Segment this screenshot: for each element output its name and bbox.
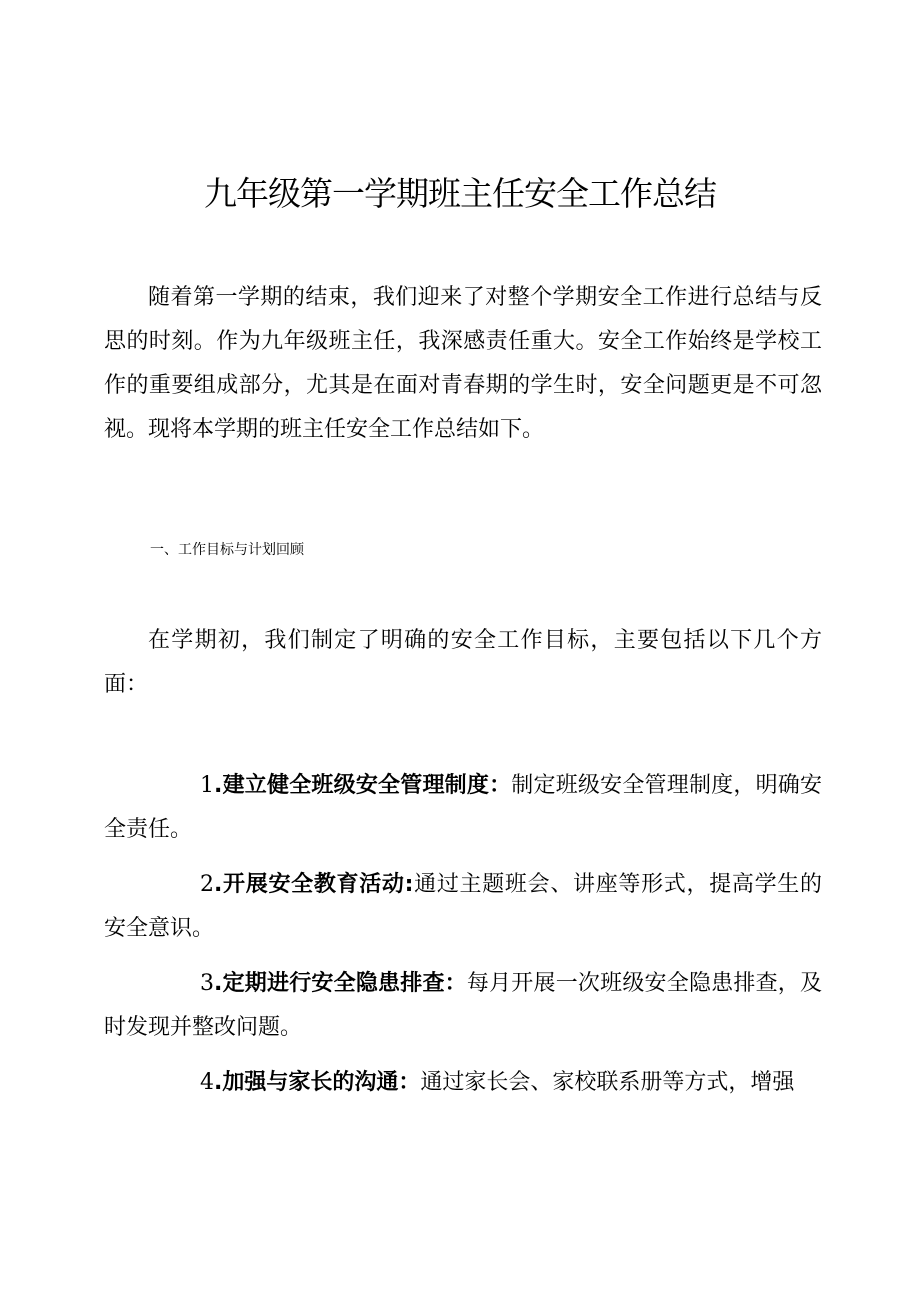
list-item: [104, 764, 822, 852]
list-item-title: .建立健全班级安全管理制度：: [214, 773, 512, 798]
goals-list: [104, 764, 822, 1116]
document-title: 九年级第一学期班主任安全工作总结: [204, 174, 716, 213]
list-item-number: 1: [200, 773, 214, 798]
list-item-text: 制定班级安全管理制度，明确安全责任。: [104, 773, 822, 842]
list-item: [104, 1061, 822, 1105]
list-item-text: 每月开展一次班级安全隐患排查，及时发现并整改问题。: [104, 971, 822, 1040]
list-item: [104, 962, 822, 1050]
list-item-text: 通过家长会、家校联系册等方式，增强: [420, 1070, 795, 1095]
list-item-title: .定期进行安全隐患排查：: [214, 971, 467, 996]
list-item-number: 4: [200, 1070, 214, 1095]
list-item-number: 2: [200, 872, 214, 897]
intro-paragraph: 随着第一学期的结束，我们迎来了对整个学期安全工作进行总结与反思的时刻。作为九年级班主任，我深感责任重大。安全工作始终是学校工作的重要组成部分，尤其是在面对青春期的学生时，安全问题更是不可忽视。现将本学期的班主任安全工作总结如下。: [104, 285, 822, 442]
list-item-number: 3: [200, 971, 214, 996]
list-item-text: 通过主题班会、讲座等形式，提高学生的安全意识。: [104, 872, 822, 941]
list-item-title: .加强与家长的沟通：: [214, 1070, 421, 1095]
list-item: [104, 863, 822, 951]
section-heading: 一、工作目标与计划回顾: [150, 542, 304, 558]
section-intro-paragraph: 在学期初，我们制定了明确的安全工作目标，主要包括以下几个方面：: [104, 628, 822, 697]
list-item-title: .开展安全教育活动:: [214, 872, 414, 897]
